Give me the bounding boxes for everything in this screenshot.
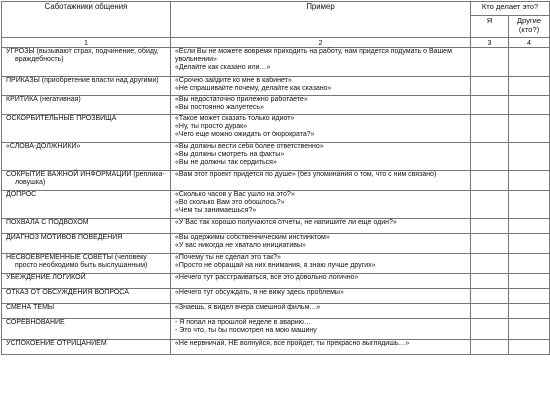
self-cell[interactable] [471, 191, 509, 219]
saboteur-name: ПРИКАЗЫ (приобретение власти над другими) [2, 77, 171, 96]
table-row [2, 254, 550, 274]
example-line: «Делайте как сказано или…» [175, 64, 271, 72]
example-line: «Знаешь, я видел вчера смешной фильм…» [175, 304, 321, 311]
example-line: «Вы должны смотреть на факты» [175, 151, 285, 159]
example-line: «Такое может сказать только идиот» [175, 115, 295, 122]
example-line: «Чем ты занимаешься?» [175, 207, 257, 215]
self-cell[interactable] [471, 289, 509, 304]
self-cell[interactable] [471, 234, 509, 254]
example-line: «Не спрашивайте почему, делайте как сказано» [175, 85, 332, 93]
sabotage-table [1, 1, 550, 355]
example-cell [171, 48, 471, 77]
table-body [2, 48, 550, 355]
table-row [2, 319, 550, 340]
example-line: «У вас никогда не хватало инициативы» [175, 242, 306, 250]
others-cell[interactable] [509, 304, 550, 319]
column-number: 3 [471, 38, 509, 48]
saboteur-name: КРИТИКА (негативная) [2, 96, 171, 115]
example-line: «Ну, ты просто дурак» [175, 123, 248, 131]
saboteur-name: ДИАГНОЗ МОТИВОВ ПОВЕДЕНИЯ [2, 234, 171, 254]
example-line: «Если Вы не можете вовремя приходить на работу, нам придется подумать о Вашем увольнении» [175, 48, 452, 64]
example-line: «Вы постоянно жалуетесь» [175, 104, 264, 112]
saboteur-name: СМЕНА ТЕМЫ [2, 304, 171, 319]
saboteur-name: СОРЕВНОВАНИЕ [2, 319, 171, 340]
self-cell[interactable] [471, 143, 509, 171]
column-number: 1 [2, 38, 171, 48]
example-line: - Я попал на прошлой неделе в аварию… [175, 319, 311, 326]
table-row [2, 191, 550, 219]
example-cell [171, 289, 471, 304]
table-row [2, 143, 550, 171]
example-line: «У Вас так хорошо получаются отчеты, не напишите ли еще один?» [175, 219, 397, 226]
others-cell[interactable] [509, 274, 550, 289]
example-cell [171, 115, 471, 143]
saboteur-name: ДОПРОС [2, 191, 171, 219]
table-row [2, 234, 550, 254]
example-line: «Нечего тут расстраиваться, все это довольно логично» [175, 274, 359, 281]
saboteur-name: СОКРЫТИЕ ВАЖНОЙ ИНФОРМАЦИИ (реплика-ловушка) [2, 171, 171, 191]
example-line: - Это что, ты бы посмотрел на мою машину [175, 327, 317, 335]
table-row [2, 340, 550, 355]
self-cell[interactable] [471, 319, 509, 340]
example-line: «Чего еще можно ожидать от бюрократа?» [175, 131, 315, 139]
others-cell[interactable] [509, 48, 550, 77]
saboteur-name: УБЕЖДЕНИЕ ЛОГИКОЙ [2, 274, 171, 289]
example-cell [171, 143, 471, 171]
example-cell [171, 274, 471, 289]
header-who: Кто делает это? [471, 2, 550, 16]
example-cell [171, 171, 471, 191]
example-line: «Во сколько Вам это обошлось?» [175, 199, 285, 207]
saboteur-name: ОСКОРБИТЕЛЬНЫЕ ПРОЗВИЩА [2, 115, 171, 143]
others-cell[interactable] [509, 143, 550, 171]
others-cell[interactable] [509, 234, 550, 254]
self-cell[interactable] [471, 96, 509, 115]
others-cell[interactable] [509, 340, 550, 355]
table-row [2, 96, 550, 115]
self-cell[interactable] [471, 77, 509, 96]
saboteur-name: ПОХВАЛА С ПОДВОХОМ [2, 219, 171, 234]
example-line: «Вы недостаточно прилежно работаете» [175, 96, 308, 103]
table-row [2, 48, 550, 77]
table-row [2, 171, 550, 191]
example-cell [171, 254, 471, 274]
example-line: «Не нервничай, НЕ волнуйся, все пройдет, ты прекрасно выглядишь…» [175, 340, 410, 347]
example-line: «Вы одержимы собственническим инстинктом» [175, 234, 330, 241]
saboteur-name: НЕСВОЕВРЕМЕННЫЕ СОВЕТЫ (человеку просто необходимо быть выслушанным) [2, 254, 171, 274]
example-cell [171, 304, 471, 319]
saboteur-name: УГРОЗЫ (вызывают страх, подчинение, обиду, враждебность) [2, 48, 171, 77]
table-row [2, 115, 550, 143]
saboteur-name: «СЛОВА-ДОЛЖНИКИ» [2, 143, 171, 171]
example-line: «Почему ты не сделал это так?» [175, 254, 281, 261]
self-cell[interactable] [471, 254, 509, 274]
self-cell[interactable] [471, 115, 509, 143]
others-cell[interactable] [509, 77, 550, 96]
column-number: 4 [509, 38, 550, 48]
others-cell[interactable] [509, 96, 550, 115]
column-number: 2 [171, 38, 471, 48]
others-cell[interactable] [509, 254, 550, 274]
self-cell[interactable] [471, 48, 509, 77]
others-cell[interactable] [509, 171, 550, 191]
others-cell[interactable] [509, 219, 550, 234]
table-row [2, 219, 550, 234]
example-cell [171, 77, 471, 96]
example-line: «Просто не обращай на них внимания, я знаю лучше других» [175, 262, 376, 270]
example-line: «Сколько часов у Вас ушло на это?» [175, 191, 295, 198]
table-row [2, 304, 550, 319]
self-cell[interactable] [471, 340, 509, 355]
example-line: «Вы должны вести себя более ответственно» [175, 143, 324, 150]
saboteur-name: ОТКАЗ ОТ ОБСУЖДЕНИЯ ВОПРОСА [2, 289, 171, 304]
self-cell[interactable] [471, 219, 509, 234]
example-cell [171, 319, 471, 340]
others-cell[interactable] [509, 319, 550, 340]
self-cell[interactable] [471, 274, 509, 289]
table-row [2, 289, 550, 304]
example-cell [171, 96, 471, 115]
header-col3: Я [471, 16, 509, 38]
example-line: «Вам этот проект придется по душе» (без упоминания о том, что с ним связано) [175, 171, 437, 178]
others-cell[interactable] [509, 289, 550, 304]
example-cell [171, 191, 471, 219]
header-col1: Саботажники общения [2, 2, 171, 38]
example-line: «Вы не должны так сердиться» [175, 159, 277, 167]
self-cell[interactable] [471, 304, 509, 319]
example-cell [171, 234, 471, 254]
others-cell[interactable] [509, 115, 550, 143]
header-col4: Другие (кто?) [509, 16, 550, 38]
header-col2: Пример [171, 2, 471, 38]
example-line: «Срочно зайдите ко мне в кабинет» [175, 77, 292, 84]
table-row [2, 77, 550, 96]
others-cell[interactable] [509, 191, 550, 219]
example-cell [171, 219, 471, 234]
table-row [2, 274, 550, 289]
saboteur-name: УСПОКОЕНИЕ ОТРИЦАНИЕМ [2, 340, 171, 355]
example-cell [171, 340, 471, 355]
example-line: «Нечего тут обсуждать, я не вижу здесь проблемы» [175, 289, 344, 296]
self-cell[interactable] [471, 171, 509, 191]
